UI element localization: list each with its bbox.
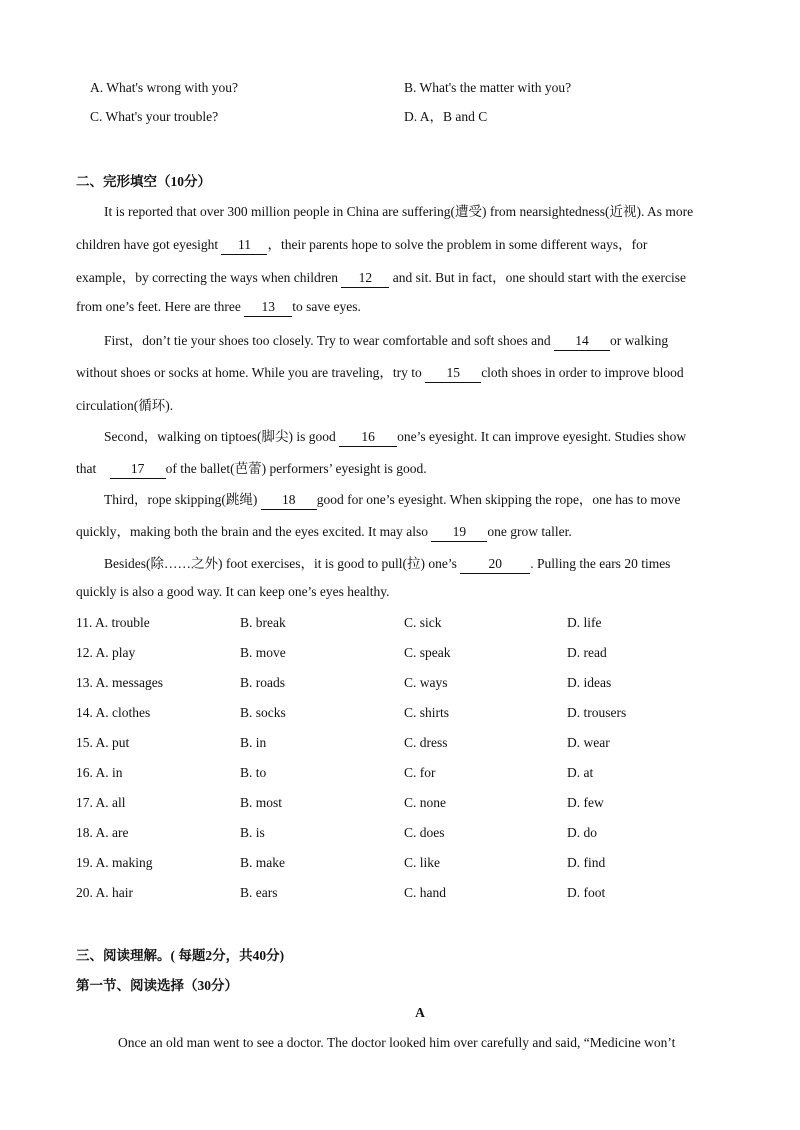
option-a[interactable]: 19. A. making	[76, 855, 153, 870]
blank-18[interactable]: 18	[261, 491, 317, 510]
passage-line: children have got eyesight 11 ，their parents hope to solve the problem in some different ways，for	[76, 233, 647, 255]
option-b[interactable]: B. break	[240, 615, 286, 630]
option-d[interactable]: D. wear	[567, 735, 610, 750]
option-d[interactable]: D. life	[567, 615, 602, 630]
option-d: D. A，B and C	[404, 109, 488, 124]
blank-19[interactable]: 19	[431, 523, 487, 542]
passage-line: First，don’t tie your shoes too closely. Try to wear comfortable and soft shoes and 14 or walking	[104, 329, 668, 351]
option-c[interactable]: C. ways	[404, 675, 448, 690]
option-b[interactable]: B. in	[240, 735, 267, 750]
option-b[interactable]: B. socks	[240, 705, 286, 720]
option-row	[0, 703, 800, 723]
option-b[interactable]: B. is	[240, 825, 265, 840]
passage-line: quickly is also a good way. It can keep one’s eyes healthy.	[76, 584, 390, 599]
option-a[interactable]: 15. A. put	[76, 735, 130, 750]
option-a[interactable]: 12. A. play	[76, 645, 136, 660]
option-d[interactable]: D. find	[567, 855, 606, 870]
option-a[interactable]: 14. A. clothes	[76, 705, 151, 720]
option-d[interactable]: D. ideas	[567, 675, 612, 690]
option-c[interactable]: C. dress	[404, 735, 448, 750]
passage-line: Once an old man went to see a doctor. The doctor looked him over carefully and said, “Medicine won’t	[118, 1035, 676, 1050]
option-a[interactable]: 17. A. all	[76, 795, 126, 810]
option-c[interactable]: C. speak	[404, 645, 451, 660]
passage-line: circulation(循环).	[76, 398, 174, 413]
passage-line: quickly，making both the brain and the eyes excited. It may also 19 one grow taller.	[76, 520, 572, 542]
option-c[interactable]: C. for	[404, 765, 436, 780]
section-heading-reading: 三、阅读理解。( 每题2分，共40分)	[76, 948, 285, 963]
prev-options-row	[0, 78, 800, 98]
subsection-heading: 第一节、阅读选择（30分）	[76, 978, 238, 993]
option-c[interactable]: C. hand	[404, 885, 446, 900]
option-row	[0, 673, 800, 693]
option-c: C. What's your trouble?	[90, 109, 219, 124]
option-b: B. What's the matter with you?	[404, 80, 572, 95]
option-a[interactable]: 16. A. in	[76, 765, 123, 780]
passage-line: Third，rope skipping(跳绳) 18 good for one’s eyesight. When skipping the rope，one has to move	[104, 488, 681, 510]
option-row	[0, 613, 800, 633]
blank-17[interactable]: 17	[110, 460, 166, 479]
blank-14[interactable]: 14	[554, 332, 610, 351]
option-b[interactable]: B. ears	[240, 885, 278, 900]
option-c[interactable]: C. shirts	[404, 705, 450, 720]
option-d[interactable]: D. few	[567, 795, 604, 810]
option-row	[0, 763, 800, 783]
blank-11[interactable]: 11	[221, 236, 267, 255]
passage-line: It is reported that over 300 million people in China are suffering(遭受) from nearsightedness(近视). As more	[104, 204, 694, 219]
passage-line: that 17 of the ballet(芭蕾) performers’ eyesight is good.	[76, 457, 427, 479]
passage-line: Besides(除……之外) foot exercises，it is good to pull(拉) one’s 20 . Pulling the ears 20 times	[104, 552, 670, 574]
option-row	[0, 883, 800, 903]
option-b[interactable]: B. roads	[240, 675, 285, 690]
passage-line: from one’s feet. Here are three 13 to save eyes.	[76, 298, 361, 317]
prev-options-row	[0, 107, 800, 127]
passage-line: Second，walking on tiptoes(脚尖) is good 16 one’s eyesight. It can improve eyesight. Studies show	[104, 425, 686, 447]
option-a[interactable]: 18. A. are	[76, 825, 129, 840]
option-row	[0, 733, 800, 753]
option-row	[0, 823, 800, 843]
option-a: A. What's wrong with you?	[90, 80, 239, 95]
option-c[interactable]: C. does	[404, 825, 445, 840]
passage-label: A	[415, 1005, 425, 1020]
option-row	[0, 793, 800, 813]
passage-line: example，by correcting the ways when children 12 and sit. But in fact，one should start with the exercise	[76, 266, 686, 288]
section-heading-cloze: 二、完形填空（10分）	[76, 174, 211, 189]
option-row	[0, 643, 800, 663]
option-c[interactable]: C. like	[404, 855, 440, 870]
option-a[interactable]: 11. A. trouble	[76, 615, 150, 630]
option-a[interactable]: 13. A. messages	[76, 675, 163, 690]
option-d[interactable]: D. at	[567, 765, 594, 780]
blank-12[interactable]: 12	[341, 269, 389, 288]
passage-line: without shoes or socks at home. While you are traveling，try to 15 cloth shoes in order to improve blood	[76, 361, 684, 383]
option-a[interactable]: 20. A. hair	[76, 885, 133, 900]
blank-13[interactable]: 13	[244, 298, 292, 317]
option-b[interactable]: B. most	[240, 795, 283, 810]
option-d[interactable]: D. read	[567, 645, 607, 660]
blank-16[interactable]: 16	[339, 428, 397, 447]
option-d[interactable]: D. do	[567, 825, 597, 840]
option-c[interactable]: C. none	[404, 795, 446, 810]
option-row	[0, 853, 800, 873]
option-d[interactable]: D. trousers	[567, 705, 627, 720]
option-b[interactable]: B. move	[240, 645, 286, 660]
blank-20[interactable]: 20	[460, 555, 530, 574]
option-c[interactable]: C. sick	[404, 615, 442, 630]
option-d[interactable]: D. foot	[567, 885, 606, 900]
blank-15[interactable]: 15	[425, 364, 481, 383]
option-b[interactable]: B. to	[240, 765, 267, 780]
option-b[interactable]: B. make	[240, 855, 285, 870]
